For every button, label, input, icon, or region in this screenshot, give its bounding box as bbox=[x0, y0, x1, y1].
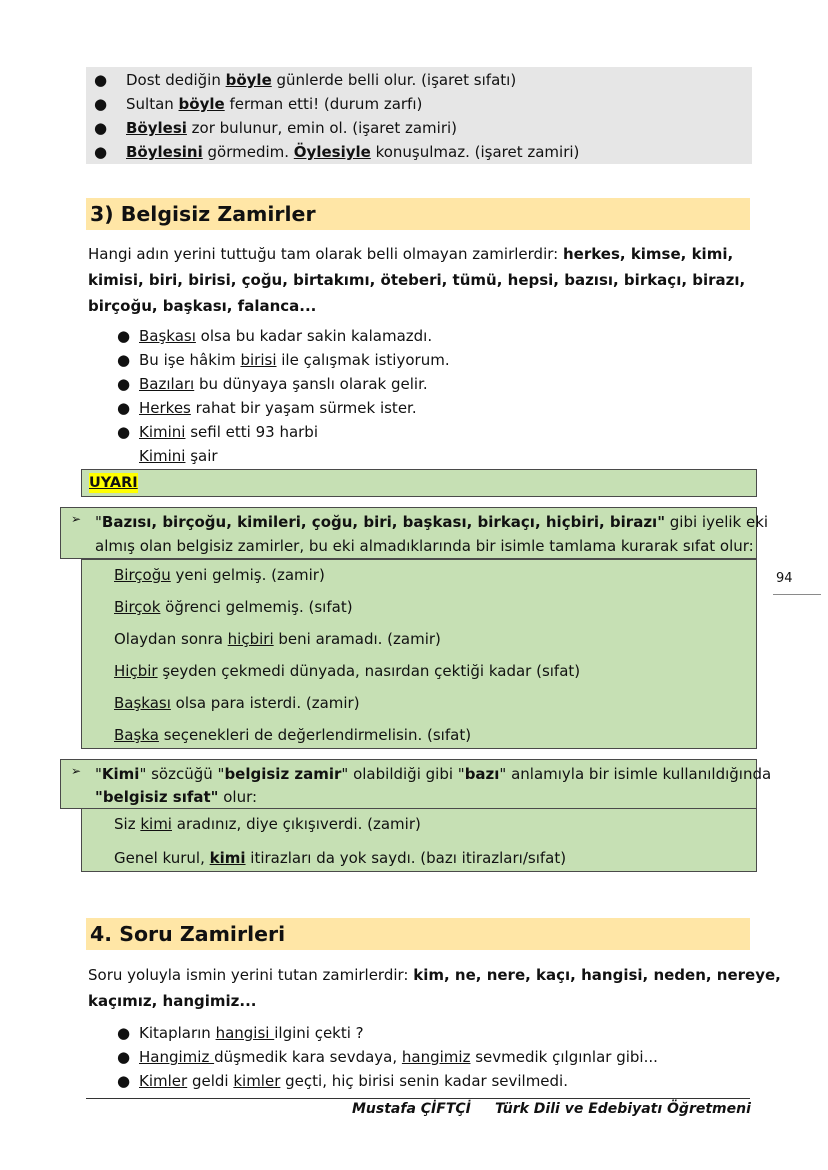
list-item-continuation: Kimini şair bbox=[139, 447, 218, 465]
example-line: Hiçbir şeyden çekmedi dünyada, nasırdan çektiği kadar (sıfat) bbox=[114, 662, 581, 680]
footer-role: Türk Dili ve Edebiyatı Öğretmeni bbox=[495, 1101, 751, 1117]
arrow-bullet-icon: ➢ bbox=[71, 764, 82, 778]
example-line: Birçoğu yeni gelmiş. (zamir) bbox=[114, 566, 325, 584]
warning-box bbox=[81, 469, 757, 497]
example-line: Olaydan sonra hiçbiri beni aramadı. (zamir) bbox=[114, 630, 441, 648]
note-box-2: ➢ "Kimi" sözcüğü "belgisiz zamir" olabildiği gibi "bazı" anlamıyla bir isimle kullanıldığında "belgisiz sıfat" olur: bbox=[60, 759, 757, 809]
section-intro: Hangi adın yerini tuttuğu tam olarak belli olmayan zamirlerdir: herkes, kimse, kimi, kimisi, biri, birisi, çoğu, birtakımı, öteberi, tümü, hepsi, bazısı, birkaçı, birazı, birçoğu, başkası, falanca... bbox=[88, 245, 746, 315]
arrow-bullet-icon: ➢ bbox=[71, 512, 82, 526]
section-intro: Soru yoluyla ismin yerini tutan zamirlerdir: kim, ne, nere, kaçı, hangisi, neden, nereye, kaçımız, hangimiz... bbox=[88, 966, 781, 1010]
section-heading-soru: 4. Soru Zamirleri bbox=[86, 918, 750, 950]
warning-label: UYARI bbox=[89, 475, 138, 491]
example-line: Siz kimi aradınız, diye çıkışıverdi. (zamir) bbox=[114, 815, 421, 833]
example-line: Genel kurul, kimi itirazları da yok saydı. (bazı itirazları/sıfat) bbox=[114, 849, 567, 867]
page-number-rule bbox=[773, 594, 821, 595]
footer-rule bbox=[86, 1098, 750, 1099]
note-examples-1 bbox=[81, 559, 757, 749]
note-box-1: ➢ "Bazısı, birçoğu, kimileri, çoğu, biri, başkası, birkaçı, hiçbiri, birazı" gibi iyelik eki almış olan belgisiz zamirler, bu eki almadıklarında bir isimle tamlama kurarak sıfat olur: bbox=[60, 507, 757, 559]
example-line: Birçok öğrenci gelmemiş. (sıfat) bbox=[114, 598, 353, 616]
example-line: Başka seçenekleri de değerlendirmelisin. (sıfat) bbox=[114, 726, 472, 744]
section-heading-belgisiz: 3) Belgisiz Zamirler bbox=[86, 198, 750, 230]
example-line: Başkası olsa para isterdi. (zamir) bbox=[114, 694, 360, 712]
footer-author: Mustafa ÇİFTÇİ bbox=[352, 1101, 471, 1117]
page-number: 94 bbox=[776, 571, 793, 586]
